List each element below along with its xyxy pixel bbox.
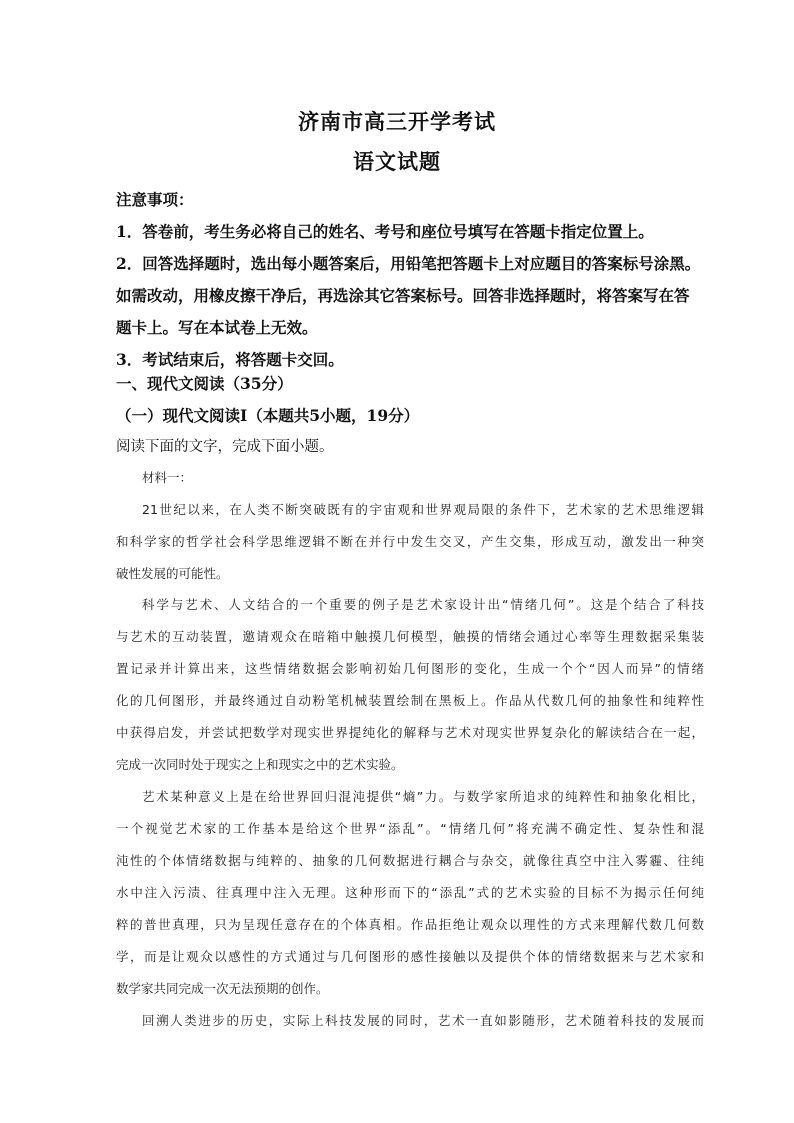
text-line: 21世纪以来，在人类不断突破既有的宇宙观和世界观局限的条件下，艺术家的艺术思维逻辑	[142, 502, 704, 517]
paragraph-4	[116, 1005, 704, 1037]
text-line: 科学与艺术、人文结合的一个重要的例子是艺术家设计出“情绪几何”。这是个结合了科技	[142, 597, 704, 612]
text-line: 化的几何图形，并最终通过自动粉笔机械装置绘制在黑板上。作品从代数几何的抽象性和纯粹性	[116, 693, 704, 708]
paragraph-3	[116, 781, 704, 1005]
exam-subtitle: 语文试题	[353, 149, 441, 174]
notes-line: 如需改动，用橡皮擦干净后，再选涂其它答案标号。回答非选择题时，将答案写在答	[116, 286, 690, 305]
exam-title: 济南市高三开学考试	[298, 109, 496, 134]
text-line: 回溯人类进步的历史，实际上科技发展的同时，艺术一直如影随形，艺术随着科技的发展而	[142, 1013, 704, 1028]
text-line: 艺术某种意义上是在给世界回归混沌提供“熵”力。与数学家所追求的纯粹性和抽象化相比，	[142, 789, 704, 804]
text-line: 水中注入污渍、往真理中注入无理。这种形而下的“添乱”式的艺术实验的目标不为揭示任何纯	[116, 885, 704, 900]
material-label-block	[116, 462, 704, 494]
notes-line: 3．考试结束后，将答题卡交回。	[116, 350, 344, 369]
notes-line: 题卡上。写在本试卷上无效。	[116, 318, 318, 337]
text-line: 和科学家的哲学社会科学思维逻辑不断在并行中发生交叉，产生交集，形成互动，激发出一种突	[116, 534, 704, 549]
notes-block	[116, 184, 706, 376]
text-line: 与艺术的互动装置，邀请观众在暗箱中触摸几何模型，触摸的情绪会通过心率等生理数据采集装	[116, 629, 704, 644]
text-line: 完成一次同时处于现实之上和现实之中的艺术实验。	[116, 757, 404, 772]
text-line: 数学家共同完成一次无法预期的创作。	[116, 981, 329, 996]
subsection-heading: （一）现代文阅读Ⅰ（本题共5小题，19分）	[116, 406, 420, 425]
reading-instruction: 阅读下面的文字，完成下面小题。	[116, 439, 334, 455]
notes-heading: 注意事项：	[116, 190, 194, 209]
notes-line: 1．答卷前，考生务必将自己的姓名、考号和座位号填写在答题卡指定位置上。	[116, 222, 654, 241]
text-line: 学，而是让观众以感性的方式通过与几何图形的感性接触以及提供个体的情绪数据来与艺术家和	[116, 949, 704, 964]
notes-line: 2．回答选择题时，选出每小题答案后，用铅笔把答题卡上对应题目的答案标号涂黑。	[116, 254, 701, 273]
text-line: 粹的普世真理，只为呈现任意存在的个体真相。作品拒绝让观众以理性的方式来理解代数几何数	[116, 917, 704, 932]
paragraph-1	[116, 494, 704, 590]
text-line: 沌性的个体情绪数据与纯粹的、抽象的几何数据进行耦合与杂交，就像往真空中注入雾霾、往纯	[116, 853, 704, 868]
text-line: 破性发展的可能性。	[116, 566, 229, 581]
text-line: 置记录并计算出来，这些情绪数据会影响初始几何图形的变化，生成一个个“因人而异”的情绪	[116, 661, 704, 676]
paragraph-2	[116, 589, 704, 781]
material-label: 材料一：	[142, 470, 193, 485]
text-line: 一个视觉艺术家的工作基本是给这个世界“添乱”。“情绪几何”将充满不确定性、复杂性和混	[116, 821, 704, 836]
text-line: 中获得启发，并尝试把数学对现实世界提纯化的解释与艺术对现实世界复杂化的解读结合在一起，	[116, 725, 704, 740]
section-heading: 一、现代文阅读（35分）	[116, 374, 293, 393]
